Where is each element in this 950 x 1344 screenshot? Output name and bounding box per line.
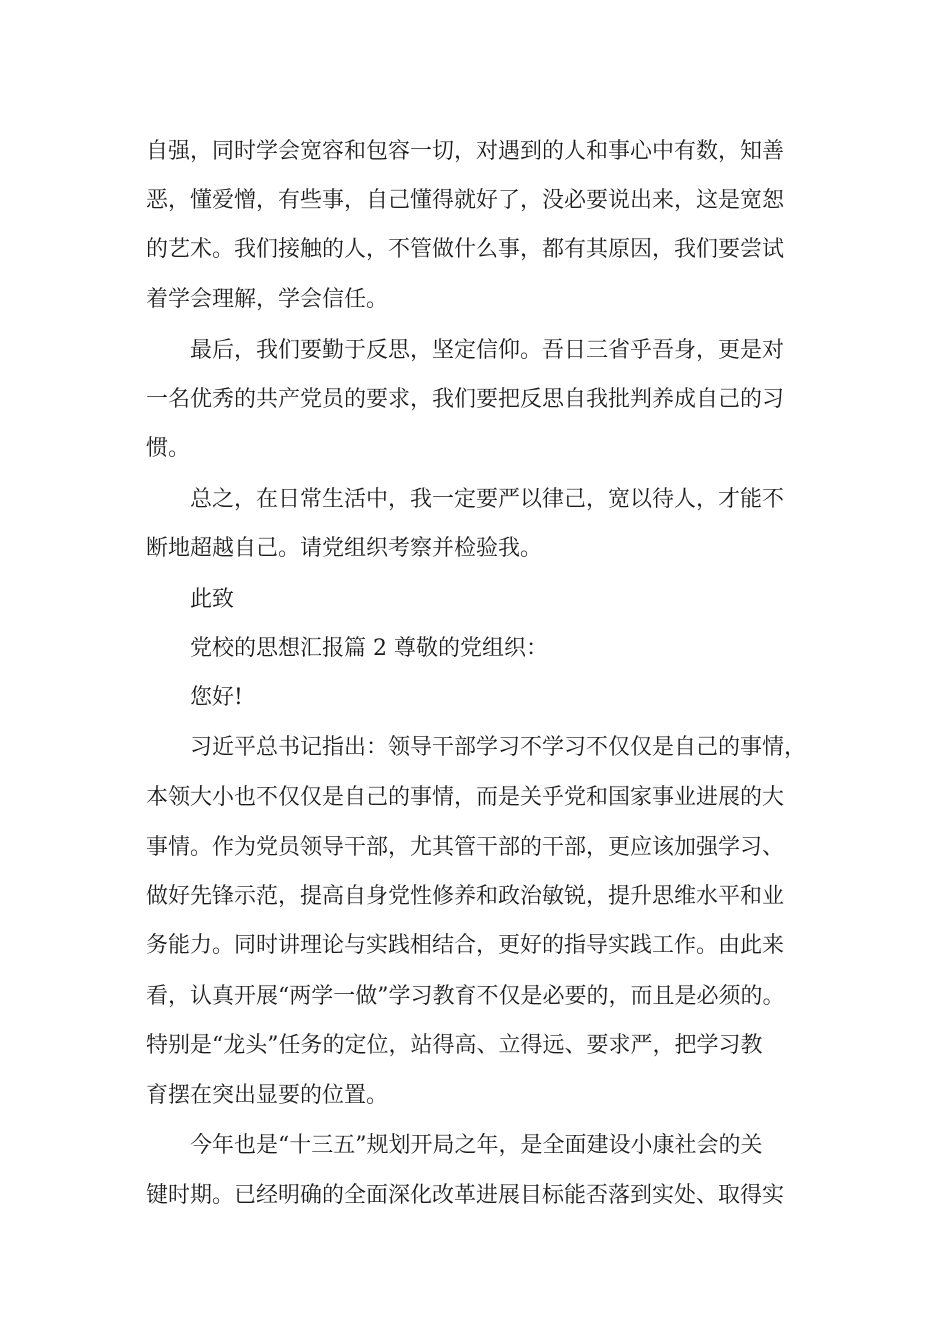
greeting: 您好! (190, 685, 243, 710)
text-line: 务能力。同时讲理论与实践相结合，更好的指导实践工作。由此来 (146, 933, 785, 958)
paragraph-first-line: 习近平总书记指出：领导干部学习不学习不仅仅是自己的事情， (190, 735, 807, 760)
paragraph-first-line: 最后，我们要勤于反思，坚定信仰。吾日三省乎吾身，更是对 (190, 338, 785, 363)
text-line: 恶，懂爱憎，有些事，自己懂得就好了，没必要说出来，这是宽恕 (146, 188, 785, 213)
paragraph-first-line: 今年也是“十三五”规划开局之年，是全面建设小康社会的关 (190, 1133, 763, 1158)
text-line: 惯。 (146, 436, 191, 461)
closing-salutation: 此致 (190, 587, 235, 612)
text-line: 着学会理解，学会信任。 (146, 287, 389, 312)
text-line: 自强，同时学会宽容和包容一切，对遇到的人和事心中有数，知善 (146, 139, 785, 164)
text-line: 一名优秀的共产党员的要求，我们要把反思自我批判养成自己的习 (146, 387, 785, 412)
text-line: 本领大小也不仅仅是自己的事情，而是关乎党和国家事业进展的大 (146, 785, 785, 810)
text-line: 育摆在突出显要的位置。 (146, 1083, 389, 1108)
text-line: 做好先锋示范，提高自身党性修养和政治敏锐，提升思维水平和业 (146, 884, 785, 909)
text-line: 的艺术。我们接触的人，不管做什么事，都有其原因，我们要尝试 (146, 237, 785, 262)
paragraph-first-line: 总之，在日常生活中，我一定要严以律己，宽以待人，才能不 (190, 487, 785, 512)
text-line: 事情。作为党员领导干部，尤其管干部的干部，更应该加强学习、 (146, 835, 785, 860)
section-heading: 党校的思想汇报篇 2 尊敬的党组织： (190, 636, 548, 661)
text-line: 断地超越自己。请党组织考察并检验我。 (146, 536, 543, 561)
text-line: 键时期。已经明确的全面深化改革进展目标能否落到实处、取得实 (146, 1183, 785, 1208)
text-line: 看，认真开展“两学一做”学习教育不仅是必要的，而且是必须的。 (146, 984, 785, 1009)
text-line: 特别是“龙头”任务的定位，站得高、立得远、要求严，把学习教 (146, 1033, 763, 1058)
